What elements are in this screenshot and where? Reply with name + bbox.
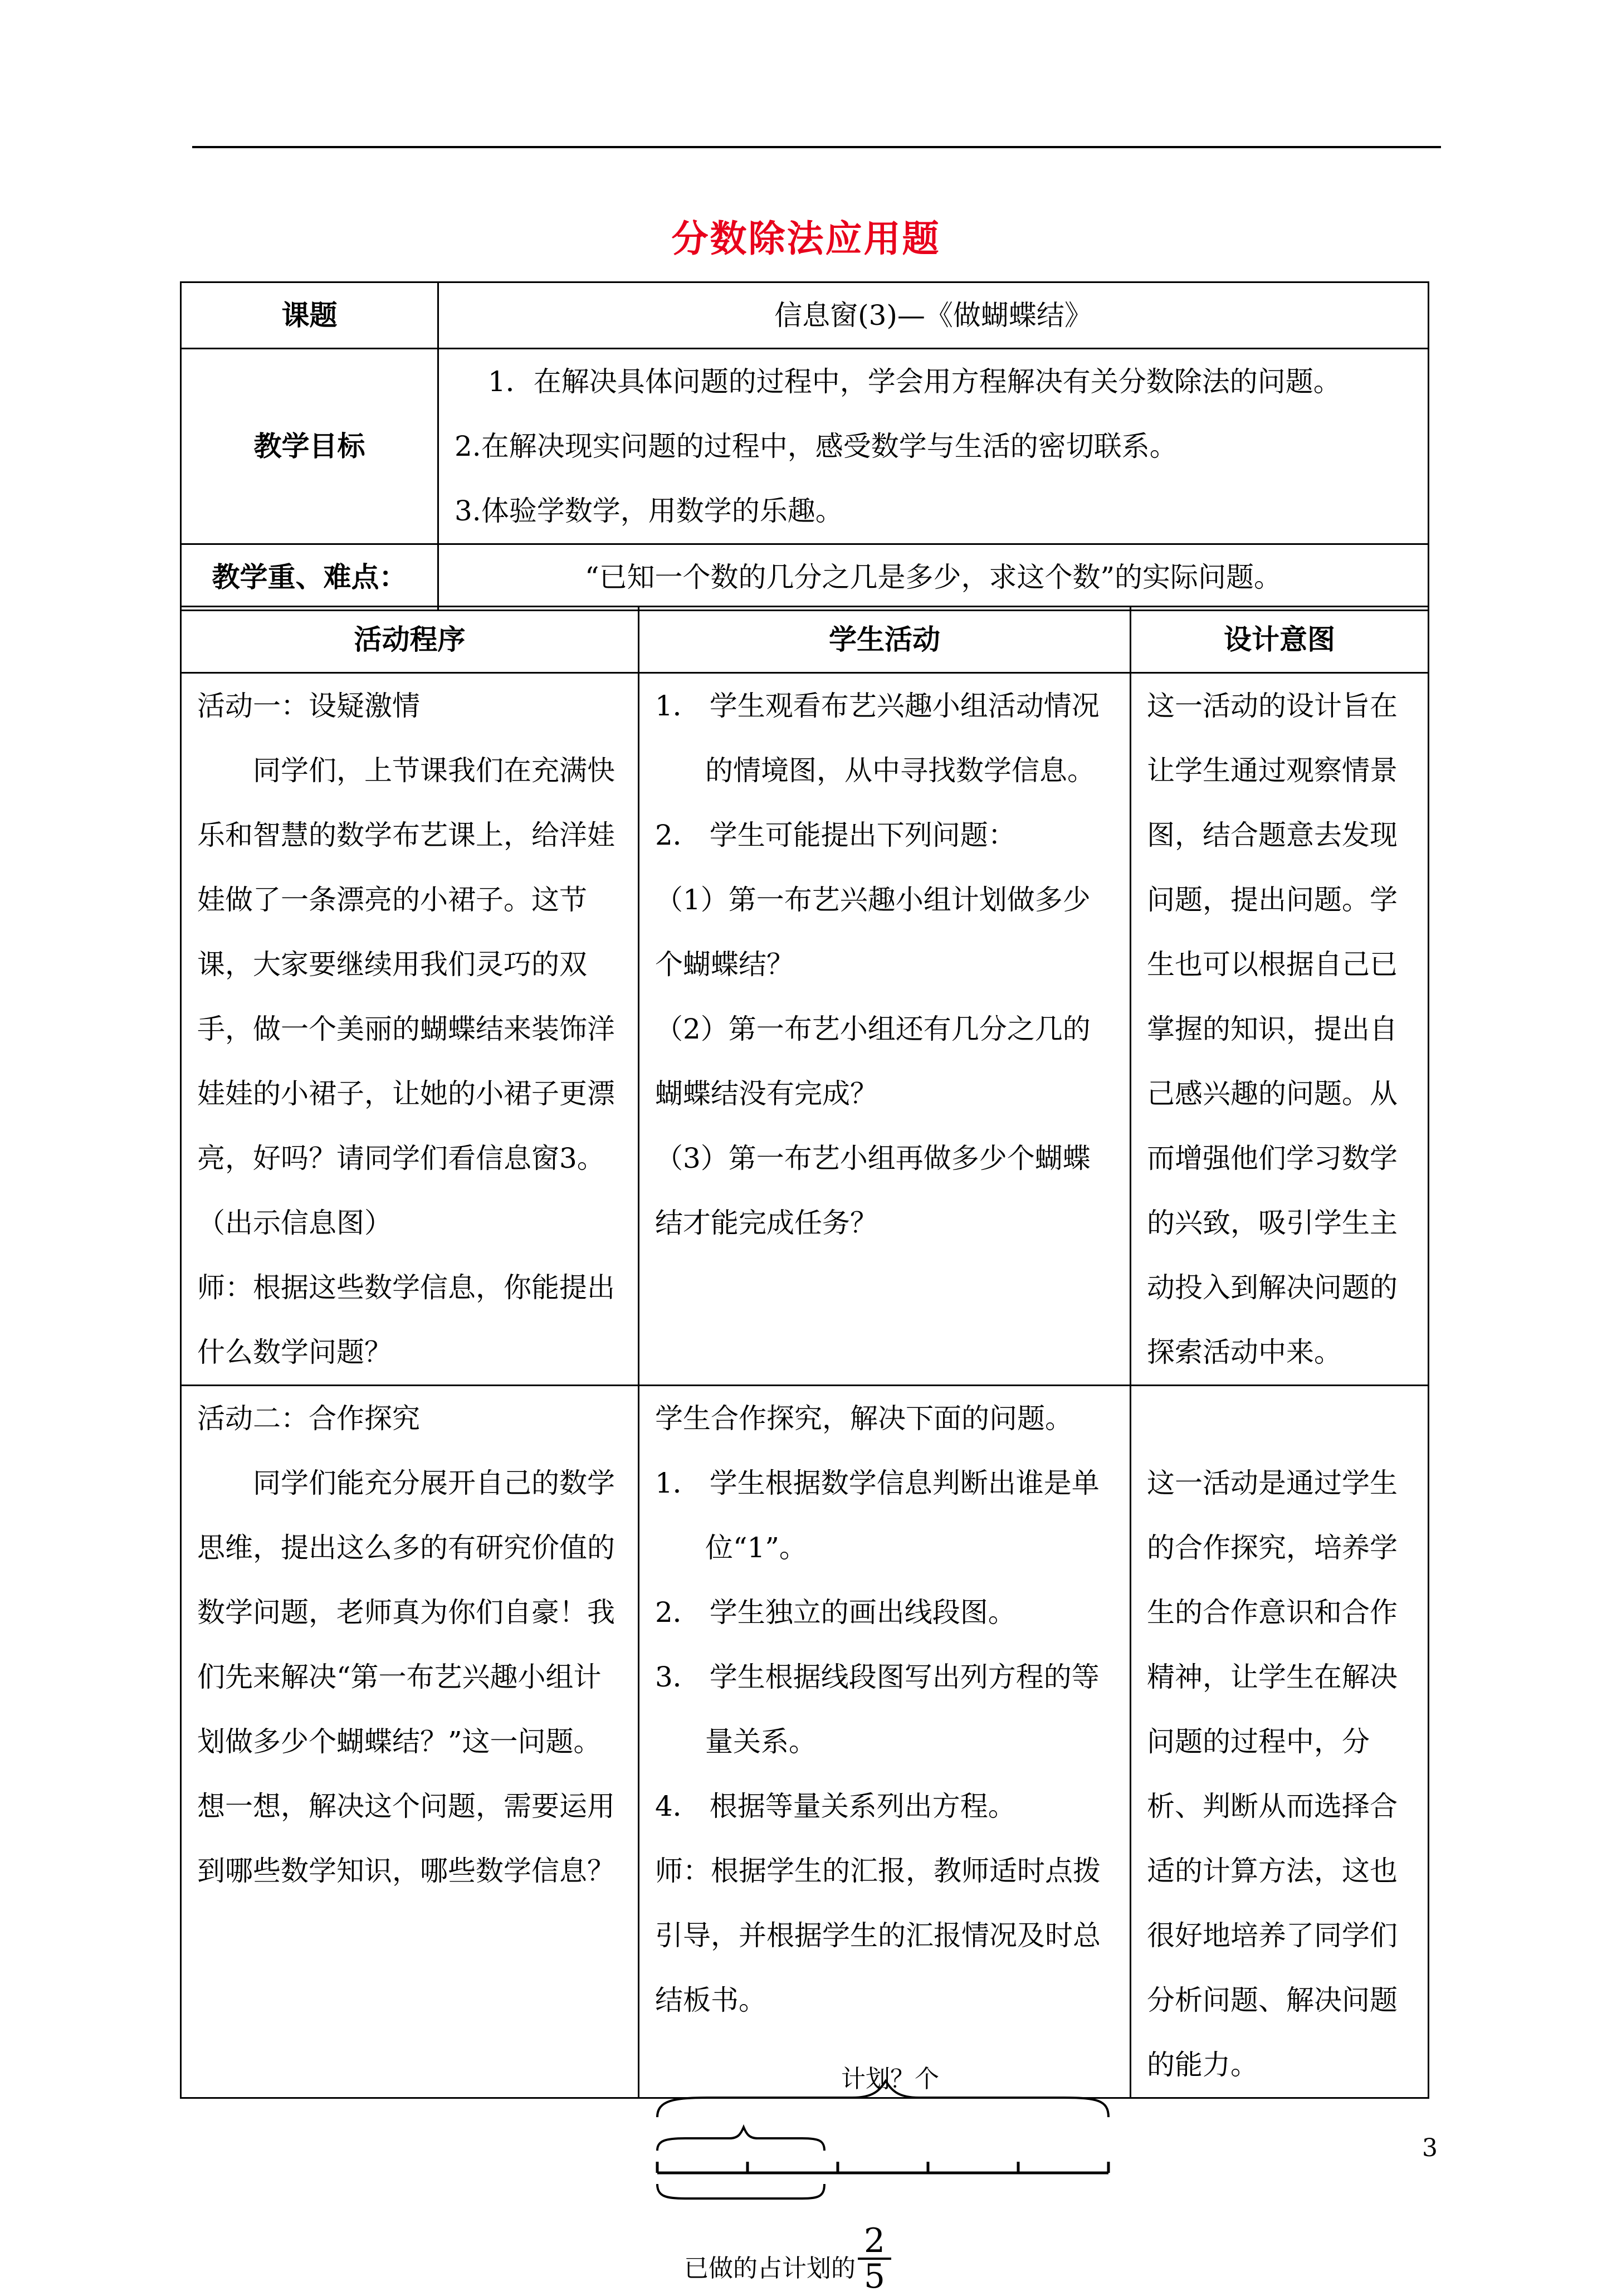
- activity-title: 活动二：合作探究: [197, 1402, 420, 1435]
- student-item: （3）第一布艺小组再做多少个蝴蝶结才能完成任务？: [655, 1142, 1091, 1239]
- goals-cell: [438, 349, 1429, 544]
- goal-item: 3.体验学数学，用数学的乐趣。: [455, 495, 843, 527]
- goal-item: 1．在解决具体问题的过程中，学会用方程解决有关分数除法的问题。: [488, 365, 1341, 398]
- fraction-denominator: 5: [858, 2258, 891, 2293]
- info-table: [180, 281, 1429, 611]
- header-procedure: 活动程序: [181, 607, 639, 673]
- student-item: （2）第一布艺小组还有几分之几的蝴蝶结没有完成？: [655, 1013, 1091, 1110]
- topic-label: 课题: [181, 282, 438, 349]
- teacher-note: 师：根据学生的汇报，教师适时点拨引导，并根据学生的汇报情况及时总结板书。: [655, 1855, 1101, 2016]
- student-item: 2． 学生独立的画出线段图。: [655, 1596, 1016, 1629]
- fraction: [858, 2221, 891, 2296]
- header-student: 学生活动: [639, 607, 1131, 673]
- done-bracket: [657, 2184, 824, 2198]
- page-number: 3: [1422, 2134, 1438, 2162]
- activity-table: [180, 606, 1429, 2099]
- student-item: 1． 学生观看布艺兴趣小组活动情况的情境图，从中寻找数学信息。: [655, 690, 1100, 787]
- student-item: 3． 学生根据线段图写出列方程的等量关系。: [655, 1661, 1100, 1758]
- activity-text: 同学们能充分展开自己的数学思维，提出这么多的有研究价值的数学问题，老师真为你们自豪！我们先来解决“第一布艺兴趣小组计划做多少个蝴蝶结？”这一问题。想一想，解决这个问题，需要运用到哪些数学知识，哪些数学信息？: [197, 1467, 615, 1887]
- done-brace: [657, 2127, 824, 2151]
- fraction-numerator: 2: [863, 2221, 886, 2260]
- student-item: 2． 学生可能提出下列问题：: [655, 819, 1016, 851]
- intent-text: 这一活动的设计旨在让学生通过观察情景图，结合题意去发现问题，提出问题。学生也可以根据自己已掌握的知识，提出自己感兴趣的问题。从而增强他们学习数学的兴致，吸引学生主动投入到解决问题的探索活动中来。: [1147, 690, 1398, 1368]
- keypoints-value: “已知一个数的几分之几是多少，求这个数”的实际问题。: [438, 544, 1429, 611]
- plan-brace: [657, 2081, 1108, 2117]
- student-cell: [639, 673, 1131, 1386]
- goal-item: 2.在解决现实问题的过程中，感受数学与生活的密切联系。: [455, 430, 1178, 462]
- student-item: 4． 根据等量关系列出方程。: [655, 1790, 1016, 1822]
- teacher-question: 师：根据这些数学信息，你能提出什么数学问题？: [197, 1271, 615, 1368]
- intent-text: 这一活动是通过学生的合作探究，培养学生的合作意识和合作精神，让学生在解决问题的过程中，分析、判断从而选择合适的计算方法，这也很好地培养了同学们分析问题、解决问题的能力。: [1147, 1467, 1398, 2081]
- intent-cell: [1131, 673, 1429, 1386]
- student-intro: 学生合作探究，解决下面的问题。: [655, 1402, 1073, 1435]
- procedure-cell: [181, 673, 639, 1386]
- activity-text: 同学们，上节课我们在充满快乐和智慧的数学布艺课上，给洋娃娃做了一条漂亮的小裙子。这节课，大家要继续用我们灵巧的双手，做一个美丽的蝴蝶结来装饰洋娃娃的小裙子，让她的小裙子更漂亮，好吗？请同学们看信息窗3。（出示信息图）: [197, 754, 615, 1239]
- intent-cell: [1131, 1386, 1429, 2098]
- keypoints-label: 教学重、难点：: [181, 544, 438, 611]
- header-rule: [192, 146, 1441, 148]
- plan-label: 计划？个: [841, 2065, 939, 2093]
- goals-label: 教学目标: [181, 349, 438, 544]
- activity-title: 活动一：设疑激情: [197, 690, 420, 722]
- done-label: 已做的占计划的: [684, 2254, 856, 2283]
- line-segment-diagram: [641, 2050, 1120, 2229]
- topic-value: 信息窗(3)—《做蝴蝶结》: [438, 282, 1429, 349]
- student-cell: [639, 1386, 1131, 2098]
- procedure-cell: [181, 1386, 639, 2098]
- student-item: （1）第一布艺兴趣小组计划做多少个蝴蝶结？: [655, 884, 1091, 981]
- page-title: 分数除法应用题: [671, 217, 941, 260]
- student-item: 1． 学生根据数学信息判断出谁是单位“1”。: [655, 1467, 1100, 1564]
- header-intent: 设计意图: [1131, 607, 1429, 673]
